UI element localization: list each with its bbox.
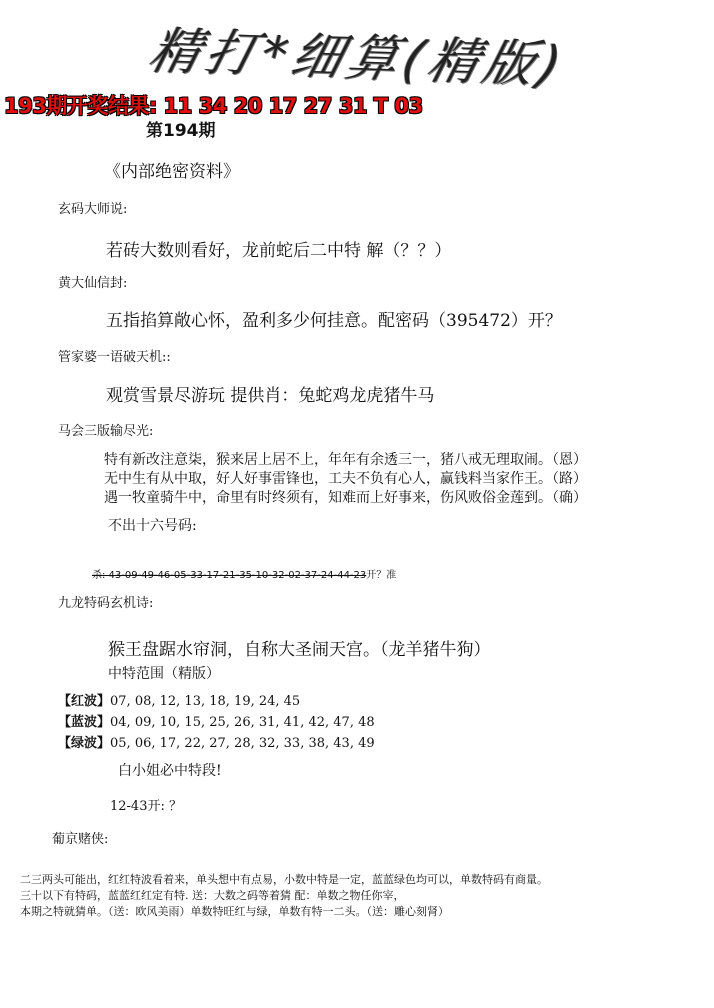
sha-suffix: 开？准	[366, 570, 397, 581]
guanjia-label: 管家婆一语破天机::	[58, 350, 171, 365]
wave-numbers: 07, 08, 12, 13, 18, 19, 24, 45	[110, 694, 301, 709]
footer-line: 三十以下有特码，蓝蓝红红定有特. 送：大数之码等着猜 配：单数之物任你宰，	[20, 889, 405, 902]
issue-number: 第194期	[146, 121, 216, 141]
huang-label: 黄大仙信封:	[58, 276, 128, 291]
footer-line: 本期之特就猜单。（送：欧风美雨）单数特旺红与绿，单数有特一二头。（送：雕心刻肾）	[20, 905, 449, 918]
wave-tag: 【红波】	[58, 694, 111, 709]
jiulong-text: 猴王盘踞水帘洞，自称大圣闹天宫。（龙羊猪牛狗）	[108, 640, 491, 660]
footer-text	[20, 872, 548, 920]
range-label: 中特范围（精版）	[108, 666, 220, 682]
pujing-label: 葡京赌侠:	[52, 832, 109, 847]
wave-red	[58, 690, 300, 709]
xuanma-text: 若砖大数则看好，龙前蛇后二中特 解（？？）	[106, 241, 452, 261]
footer-line: 二三两头可能出，红红特波看着来，单头想中有点易，小数中特是一定，蓝蓝绿色均可以，单数特码有商量。	[20, 873, 548, 886]
mahui-line: 无中生有从中取，好人好事雷锋也，工夫不负有心人，赢钱料当家作王。（路）	[104, 471, 587, 487]
result-line: 193期开奖结果: 11 34 20 17 27 31 T 03	[4, 94, 423, 118]
range-result: 12-43开: ？	[110, 799, 182, 814]
mahui-line: 遇一牧童骑牛中，命里有时终须有，知难而上好事来，伤风败俗金莲到。（确）	[104, 490, 587, 506]
doc-title: 《内部绝密资料》	[104, 162, 240, 182]
handwritten-title: 精打*细算(精版)	[143, 21, 573, 95]
mahui-line: 特有新改注意柒，猴来居上居不上，年年有余透三一，猪八戒无理取闹。（恩）	[104, 452, 587, 468]
guanjia-text: 观赏雪景尽游玩 提供肖：兔蛇鸡龙虎猪牛马	[106, 386, 435, 406]
sha-numbers: 杀: 43-09-49-46-05-33-17-21-35-10-32-02-37-24-44-23	[92, 570, 367, 581]
wave-tag: 【绿波】	[58, 736, 111, 751]
huang-text: 五指掐算敞心怀，盈利多少何挂意。配密码（395472）开？	[106, 311, 562, 331]
mahui-poem	[104, 451, 587, 508]
bu-label: 不出十六号码:	[108, 518, 197, 534]
wave-numbers: 04, 09, 10, 15, 25, 26, 31, 41, 42, 47, 48	[110, 715, 375, 730]
wave-numbers: 05, 06, 17, 22, 27, 28, 32, 33, 38, 43, 49	[110, 736, 375, 751]
sha-line	[92, 563, 396, 582]
mahui-label: 马会三版输尽光:	[58, 424, 154, 439]
wave-tag: 【蓝波】	[58, 715, 111, 730]
jiulong-label: 九龙特码玄机诗:	[58, 596, 154, 611]
wave-blue	[58, 711, 375, 730]
xuanma-label: 玄码大师说:	[58, 202, 128, 217]
wave-green	[58, 732, 375, 751]
bai-text: 白小姐必中特段!	[118, 763, 222, 779]
